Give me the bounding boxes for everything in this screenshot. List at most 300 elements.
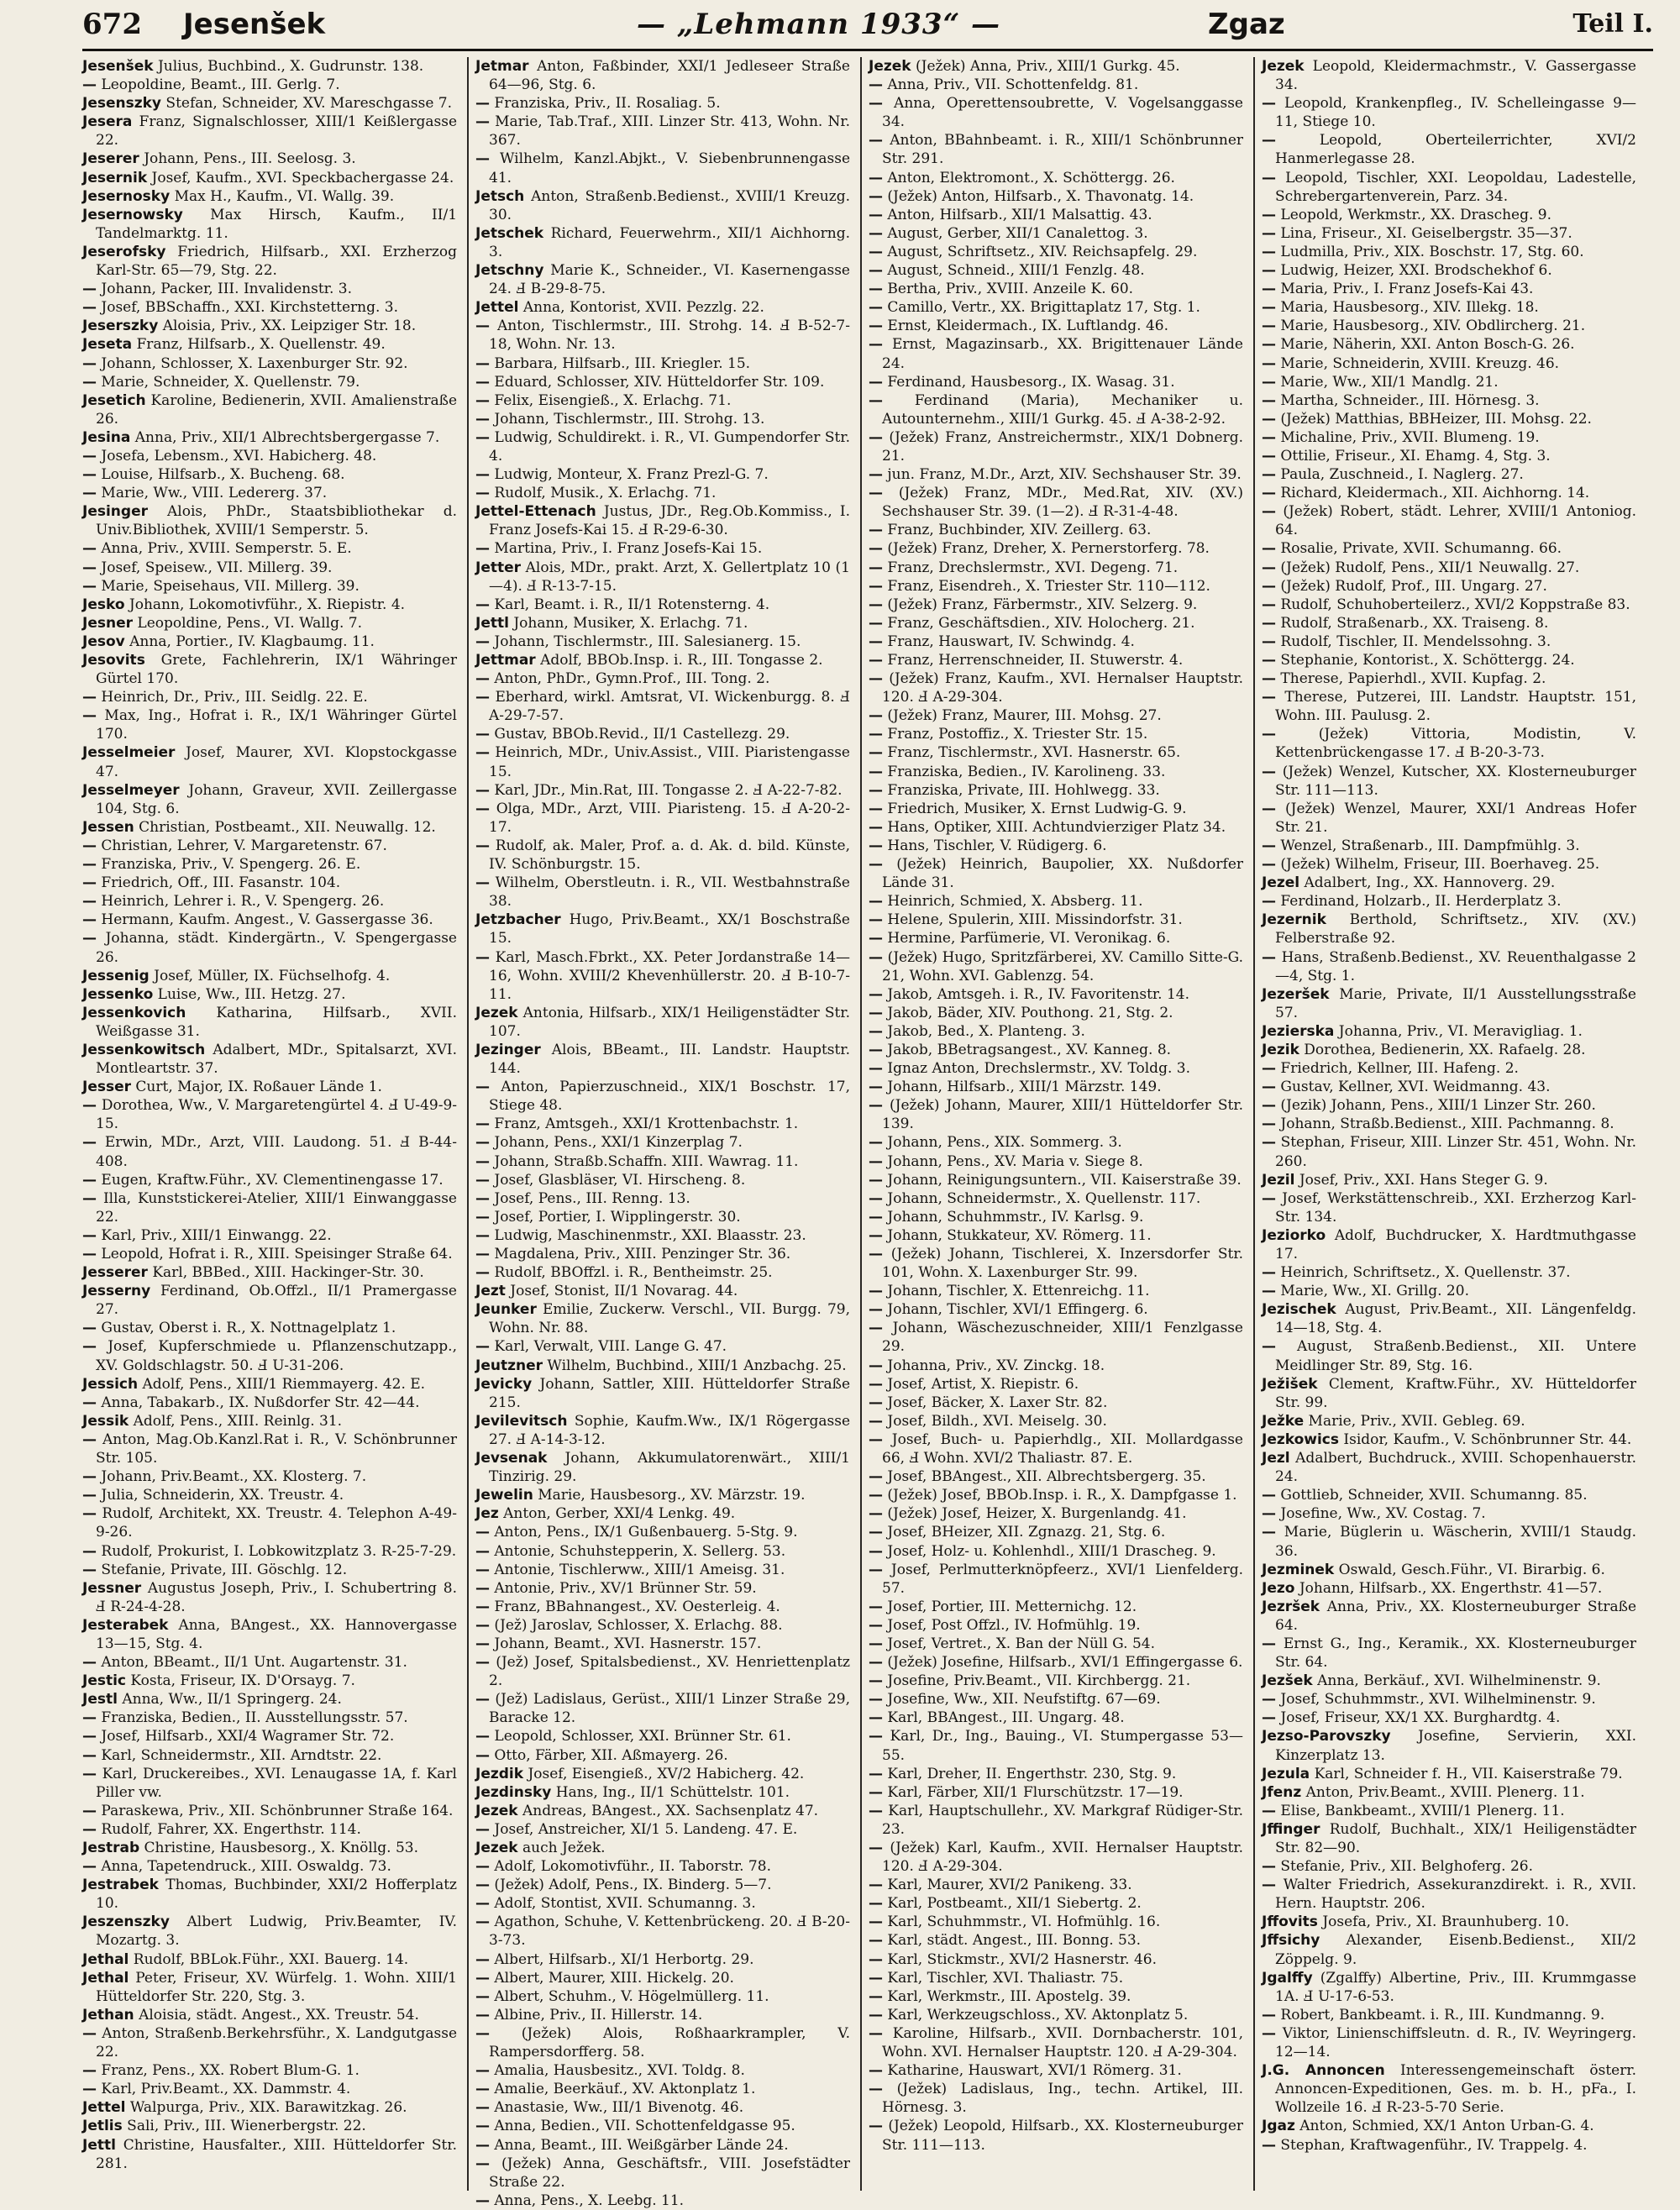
directory-entry [869,1078,1243,1096]
directory-entry [869,1969,1243,1987]
entry-surname: — [475,318,490,335]
directory-entry [1262,651,1636,669]
entry-surname: — [869,522,883,539]
entry-surname: — [869,1152,883,1170]
directory-entry [475,317,850,354]
entry-surname: Jethal [82,1969,129,1987]
entry-details: Anastasie, Ww., III/1 Bivenotg. 46. [494,2099,744,2117]
directory-entry [869,1894,1243,1913]
entry-surname: — [869,1691,883,1709]
directory-entry [82,187,457,206]
entry-details: Karl, Werkzeugschloss., XV. Aktonplatz 5. [887,2006,1189,2024]
entry-details: Hugo, Priv.Beamt., XX/1 Boschstraße 15. [489,911,850,948]
directory-entry [869,1245,1243,1282]
entry-surname: — [869,336,883,354]
entry-surname: — [475,95,490,113]
directory-entry [475,633,850,651]
entry-details: Anna, Ww., II/1 Springerg. 24. [122,1691,342,1709]
entry-details: Johanna, Priv., VI. Meravigliag. 1. [1338,1022,1583,1040]
entry-surname: — [475,150,490,168]
directory-entry [869,2061,1243,2080]
entry-surname: — [82,1765,97,1782]
entry-surname: — [1262,281,1276,298]
entry-details: Adolf, Buchdrucker, X. Hardtmuthgasse 17. [1275,1226,1636,1262]
entry-surname: — [1262,1524,1276,1541]
entry-details: Stefan, Schneider, XV. Mareschgasse 7. [165,95,453,113]
directory-entry [869,131,1243,168]
entry-surname: — [475,1950,490,1968]
entry-surname: Jessik [82,1412,129,1430]
directory-entry [82,1486,457,1504]
directory-entry [869,948,1243,985]
entry-details: Marie, Hausbesorg., XIV. Obdlircherg. 21. [1280,318,1586,335]
entry-surname: — [82,281,97,298]
directory-entry [475,428,850,465]
entry-surname: — [475,2062,490,2080]
entry-surname: — [1262,689,1276,706]
directory-entry [1262,1078,1636,1096]
entry-surname: — [869,1561,883,1578]
directory-entry [869,1987,1243,2006]
directory-entry [869,1542,1243,1561]
entry-surname: — [82,354,97,372]
directory-entry [82,2117,457,2135]
entry-surname: Jesselmeyer [82,781,180,799]
directory-entry [1262,484,1636,502]
entry-surname: — [82,2024,97,2042]
directory-entry [475,800,850,837]
column-divider [1253,57,1255,2191]
entry-details: Anna, Priv., XX. Klosterneuburger Straße 64. [1275,1598,1637,1634]
directory-entry [1262,855,1636,874]
entry-surname: — [1262,1691,1276,1709]
header-left-word: Jesenšek [183,8,326,41]
entry-details: Karl, Masch.Fbrkt., XX. Peter Jordanstraße 14—16, Wohn. XVIII/2 Khevenhüllerstr. 20. Ⅎ B-10-7-11. [489,948,851,1003]
entry-surname: Jeserer [82,150,139,168]
directory-entry [82,428,457,447]
entry-details: Friedrich, Musiker, X. Ernst Ludwig-G. 9. [887,800,1187,817]
entry-surname: — [475,1895,490,1913]
entry-surname: Jesko [82,596,125,613]
entry-details: Anna, Portier., IV. Klagbaumg. 11. [129,633,375,650]
entry-details: Gottlieb, Schneider, XVII. Schumanng. 85. [1280,1487,1588,1504]
entry-surname: — [475,1338,490,1356]
directory-entry [475,948,850,1004]
directory-entry [869,1672,1243,1690]
directory-entry [1262,1430,1636,1449]
entry-surname: — [82,559,97,576]
entry-details: Marie, Schneider, X. Quellenstr. 79. [101,373,360,391]
entry-surname: — [475,1189,490,1207]
entry-surname: Jestrab [82,1840,140,1856]
entry-surname: — [475,1542,490,1560]
entry-surname: — [475,1246,490,1262]
directory-entry [869,818,1243,837]
entry-surname: — [1262,318,1276,335]
entry-surname: — [475,1524,490,1541]
entry-surname: Jethan [82,2006,134,2024]
entry-details: Hermann, Kaufm. Angest., V. Gassergasse 36. [101,911,433,929]
entry-details: (Ježek) Leopold, Hilfsarb., XX. Klosterneuburger Str. 111—113. [882,2118,1244,2154]
entry-details: Walter Friedrich, Assekuranzdirekt. i. R., XVII. Hern. Hauptstr. 206. [1275,1877,1636,1913]
entry-surname: — [475,726,490,743]
directory-entry [82,280,457,298]
entry-surname: — [869,1301,883,1319]
entry-details: Luise, Ww., III. Hetzg. 27. [157,985,346,1003]
entry-details: Anton, Papierzuschneid., XIX/1 Boschstr. 17, Stiege 48. [489,1079,850,1115]
directory-entry [869,317,1243,335]
entry-surname: — [475,2006,490,2024]
directory-entry [869,1282,1243,1300]
directory-entry [1262,280,1636,298]
entry-surname: — [475,428,490,446]
directory-entry [82,1467,457,1486]
entry-surname: — [82,1134,97,1152]
entry-surname: — [1262,1189,1276,1207]
directory-entry [869,1523,1243,1541]
directory-entry [869,1561,1243,1598]
entry-details: Leopold, Werkmstr., XX. Drascheg. 9. [1280,206,1552,223]
directory-entry [1262,261,1636,280]
entry-surname: — [82,466,97,484]
directory-entry [869,1931,1243,1950]
entry-details: Agathon, Schuhe, V. Kettenbrückeng. 20. Ⅎ B-20-3-73. [489,1913,850,1950]
entry-surname: Jessenko [82,985,154,1003]
entry-surname: Jezula [1262,1765,1310,1782]
directory-entry [1262,298,1636,317]
entry-surname: — [869,391,883,409]
directory-entry [475,1876,850,1894]
entry-surname: — [869,1524,883,1541]
directory-entry [82,335,457,354]
directory-entry [1262,2061,1636,2117]
directory-entry [1262,948,1636,985]
entry-surname: — [1262,1487,1276,1504]
entry-surname: — [869,2024,883,2042]
entry-details: (Ježek) Karl, Kaufm., XVII. Hernalser Hauptstr. 120. Ⅎ A-29-304. [882,1840,1243,1876]
entry-details: Hans, Ing., II/1 Schüttelstr. 101. [555,1783,790,1801]
directory-entry [475,651,850,669]
entry-details: Franz, Tischlermstr., XVI. Hasnerstr. 65. [887,744,1181,762]
entry-surname: Jesovits [82,652,145,669]
directory-entry [475,1802,850,1820]
directory-entry [475,2117,850,2135]
entry-details: Hans, Tischler, V. Rüdigerg. 6. [887,837,1107,854]
directory-entry [869,743,1243,762]
directory-entry [475,1820,850,1839]
directory-entry [82,317,457,335]
entry-surname: — [82,689,97,706]
entry-details: Karl, Verwalt, VIII. Lange G. 47. [494,1338,727,1356]
entry-details: Oswald, Gesch.Führ., VI. Birarbig. 6. [1338,1561,1605,1578]
directory-entry [1262,1449,1636,1486]
entry-surname: — [869,1097,883,1115]
entry-surname: — [475,1561,490,1578]
entry-surname: — [869,1987,883,2005]
directory-entry [82,539,457,558]
directory-entry [475,1542,850,1561]
entry-surname: — [82,707,97,725]
entry-details: Elise, Bankbeamt., XVIII/1 Plenerg. 11. [1280,1802,1565,1819]
entry-details: Ludwig, Schuldirekt. i. R., VI. Gumpendorfer Str. 4. [489,428,850,465]
directory-entry [82,150,457,168]
directory-entry [869,1208,1243,1226]
entry-details: (Ježek) Anton, Hilfsarb., X. Thavonatg. 14. [887,187,1194,205]
directory-entry [869,521,1243,539]
directory-entry [82,1096,457,1133]
directory-entry [869,1189,1243,1208]
entry-surname: — [1262,596,1276,613]
directory-entry [82,1839,457,1857]
directory-entry [475,1189,850,1208]
entry-details: Anton, Pens., IX/1 Gußenbauerg. 5-Stg. 9. [494,1524,798,1541]
entry-details: Josef, Holz- u. Kohlenhdl., XIII/1 Drascheg. 9. [887,1542,1216,1560]
entry-details: Grete, Fachlehrerin, IX/1 Währinger Gürtel 170. [96,652,457,688]
entry-details: Josef, Glasbläser, VI. Hirscheng. 8. [494,1171,746,1189]
entry-surname: — [475,1226,490,1244]
entry-surname: — [475,800,490,817]
directory-entry [1262,1690,1636,1709]
directory-entry [82,781,457,818]
directory-entry [475,484,850,502]
directory-entry [82,1709,457,1727]
entry-surname: — [869,2006,883,2024]
entry-details: Isidor, Kaufm., V. Schönbrunner Str. 44. [1343,1430,1632,1448]
entry-surname: Jezel [1262,874,1300,892]
entry-surname: — [475,744,490,762]
entry-details: Josef, Hilfsarb., XXI/4 Wagramer Str. 72. [101,1728,395,1745]
directory-entry [869,94,1243,131]
entry-details: (Ježek) Franz, Färbermstr., XIV. Selzerg. 9. [887,596,1198,613]
directory-entry [869,57,1243,76]
directory-entry [1262,1765,1636,1783]
entry-surname: — [869,856,883,874]
entry-surname: — [869,206,883,223]
entry-surname: — [475,1913,490,1931]
entry-surname: Jezek [475,1840,518,1856]
entry-surname: — [869,1487,883,1504]
entry-details: Ludwig, Maschinenmstr., XXI. Blaasstr. 23. [494,1226,806,1244]
directory-entry [869,1375,1243,1394]
directory-entry [869,1635,1243,1653]
header-rule [82,49,1653,51]
entry-surname: — [82,1505,97,1523]
entry-surname: — [869,652,883,669]
directory-entry [82,2006,457,2024]
directory-entry [869,280,1243,298]
directory-entry [1262,1969,1636,2006]
entry-details: Viktor, Linienschiffsleutn. d. R., IV. Weyringerg. 12—14. [1275,2024,1637,2061]
directory-entry [475,725,850,743]
directory-entry [869,1004,1243,1022]
entry-details: Therese, Papierhdl., XVII. Kupfag. 2. [1280,670,1546,688]
header-title: — „Lehmann 1933“ — [637,8,1000,41]
entry-surname: — [869,837,883,854]
directory-entry [1262,874,1636,892]
entry-surname: Jezl [1262,1450,1290,1467]
entry-details: Karl, Priv.Beamt., XX. Dammstr. 4. [101,2081,351,2098]
entry-surname: — [475,2136,490,2154]
entry-details: Johann, Stukkateur, XV. Römerg. 11. [887,1226,1152,1244]
entry-surname: — [869,224,883,242]
entry-surname: — [475,1208,490,1226]
entry-surname: — [869,911,883,929]
directory-entry [1262,1486,1636,1504]
directory-entry [475,1412,850,1449]
entry-details: Johann, Straßb.Bedienst., XIII. Pachmanng. 8. [1280,1115,1614,1133]
entry-surname: Jeserszky [82,318,159,335]
entry-surname: — [82,373,97,391]
entry-surname: Jestic [82,1672,127,1690]
entry-surname: — [475,1654,490,1672]
directory-entry [82,1727,457,1745]
entry-surname: — [1262,447,1276,465]
directory-entry [869,1133,1243,1152]
entry-details: Johann, Hilfsarb., XX. Engerthstr. 41—57. [1299,1579,1603,1597]
entry-surname: — [82,1561,97,1578]
entry-surname: Jesernik [82,169,148,186]
entry-surname: — [869,800,883,817]
entry-details: Rudolf, ak. Maler, Prof. a. d. Ak. d. bild. Künste, IV. Schönburgstr. 15. [489,837,851,874]
entry-surname: — [1262,1115,1276,1133]
entry-surname: — [869,466,883,484]
entry-details: Johann, Pens., III. Seelosg. 3. [144,150,356,168]
directory-entry [1262,354,1636,373]
entry-details: Rosalie, Private, XVII. Schumanng. 66. [1280,540,1562,558]
directory-entry [82,577,457,596]
entry-details: Justus, JDr., Reg.Ob.Kommiss., I. Franz Josefs-Kai 15. Ⅎ R-29-6-30. [489,503,850,539]
entry-details: Karl, Druckereibes., XVI. Lenaugasse 1A, f. Karl Piller vw. [96,1765,457,1801]
entry-details: Ernst G., Ing., Keramik., XX. Klosterneuburger Str. 64. [1275,1635,1637,1672]
directory-entry [1262,1226,1636,1263]
entry-details: Eduard, Schlosser, XIV. Hütteldorfer Str. 109. [494,373,825,391]
entry-details: Karl, Dreher, II. Engerthstr. 230, Stg. 9. [887,1765,1177,1782]
entry-details: Franz, Hilfsarb., X. Quellenstr. 49. [136,336,386,354]
entry-surname: — [475,113,490,131]
entry-details: Johann, Schlosser, X. Laxenburger Str. 92. [101,354,408,372]
directory-entry [82,1876,457,1913]
entry-surname: — [82,1246,97,1262]
directory-entry [869,669,1243,706]
entry-details: Adolf, Stontist, XVII. Schumanng. 3. [494,1895,756,1913]
entry-details: Anna, Operettensoubrette, V. Vogelsanggasse 34. [882,95,1243,131]
directory-entry [869,781,1243,800]
entry-details: Leopold, Hofrat i. R., XIII. Speisinger Straße 64. [101,1246,453,1262]
entry-surname: — [475,410,490,428]
entry-surname: Jeutzner [475,1357,543,1374]
entry-details: Richard, Kleidermach., XII. Aichhorng. 14. [1280,485,1590,502]
entry-surname: — [82,930,97,948]
column-divider [467,57,469,2191]
entry-details: Marie K., Schneider., VI. Kasernengasse 24. Ⅎ B-29-8-75. [489,262,850,298]
entry-details: Johann, Reinigungsuntern., VII. Kaiserstraße 39. [887,1171,1242,1189]
entry-surname: — [1262,652,1276,669]
entry-details: Walpurga, Priv., XIX. Barawitzkag. 26. [129,2099,407,2117]
entry-surname: — [82,911,97,929]
directory-entry [869,1783,1243,1802]
directory-entry [475,1041,850,1078]
entry-details: Rudolf, BBOffzl. i. R., Bentheimstr. 25. [494,1264,773,1282]
entry-details: Josef, Müller, IX. Füchselhofg. 4. [154,967,391,984]
entry-details: Max Hirsch, Kaufm., II/1 Tandelmarktg. 11. [96,206,458,242]
entry-details: Adolf, Pens., XIII/1 Riemmayerg. 42. E. [142,1375,426,1393]
directory-entry [82,985,457,1004]
entry-details: Josef, Anstreicher, XI/1 5. Landeng. 47. E. [494,1820,798,1838]
entry-details: Ferdinand, Holzarb., II. Herderplatz 3. [1280,893,1562,911]
entry-details: (Ježek) Franz, Anstreichermstr., XIX/1 Dobnerg. 21. [882,428,1243,465]
entry-surname: — [82,1338,97,1356]
entry-details: Karl, Tischler, XVI. Thaliastr. 75. [887,1969,1124,1987]
entry-surname: — [869,1542,883,1560]
entry-surname: Jgalffy [1262,1969,1313,1987]
entry-surname: Jezso-Parovszky [1262,1728,1391,1745]
entry-details: Marie, Ww., VIII. Ledererg. 37. [101,485,328,502]
entry-surname: Jessenkovich [82,1004,186,1021]
entry-details: Heinrich, Dr., Priv., III. Seidlg. 22. E. [101,689,368,706]
directory-entry [475,669,850,688]
directory-entry [82,892,457,911]
entry-surname: — [475,2192,490,2209]
entry-details: Albert, Hilfsarb., XI/1 Herbortg. 29. [494,1950,754,1968]
entry-details: Johann, Pens., XIX. Sommerg. 3. [887,1134,1122,1152]
entry-surname: Jessich [82,1375,139,1393]
directory-entry [869,261,1243,280]
directory-entry [869,1486,1243,1504]
entry-surname: — [869,281,883,298]
entry-details: Emilie, Zuckerw. Verschl., VII. Burgg. 79, Wohn. Nr. 88. [489,1301,850,1337]
entry-surname: — [869,614,883,632]
directory-entry [869,2080,1243,2117]
entry-details: Franziska, Priv., II. Rosaliag. 5. [494,95,721,113]
entry-surname: — [82,1858,97,1876]
entry-details: Jakob, Bed., X. Planteng. 3. [887,1022,1085,1040]
directory-entry [82,1504,457,1541]
entry-details: Christine, Hausbesorg., X. Knöllg. 53. [144,1840,419,1856]
entry-surname: Jezt [475,1283,506,1300]
entry-details: Antonia, Hilfsarb., XIX/1 Heiligenstädter Str. 107. [489,1004,850,1040]
entry-surname: — [82,893,97,911]
entry-surname: Jevicky [475,1375,533,1393]
entry-details: Johann, Straßb.Schaffn. XIII. Wawrag. 11. [494,1152,799,1170]
entry-surname: — [82,1802,97,1819]
directory-entry [1262,800,1636,837]
entry-surname: — [1262,577,1276,595]
entry-details: Ferdinand (Maria), Mechaniker u. Autounternehm., XIII/1 Gurkg. 45. Ⅎ A-38-2-92. [882,391,1243,428]
directory-entry [82,94,457,113]
directory-entry [82,1189,457,1226]
directory-entry [869,2006,1243,2024]
directory-entry [1262,2024,1636,2061]
directory-entry [869,224,1243,243]
entry-surname: — [475,670,490,688]
directory-entry [82,1616,457,1653]
directory-entry [1262,1561,1636,1579]
entry-details: Leopold, Oberteilerrichter, XVI/2 Hanmerlegasse 28. [1275,132,1636,168]
entry-details: Ferdinand, Ob.Offzl., II/1 Pramergasse 27. [96,1283,457,1319]
entry-surname: Jezek [475,1004,518,1021]
entry-surname: — [869,948,883,966]
directory-entry [475,743,850,780]
entry-surname: — [1262,1283,1276,1300]
directory-entry [869,428,1243,465]
entry-details: Christian, Lehrer, V. Margaretenstr. 67. [101,837,387,854]
directory-entry [869,2117,1243,2154]
entry-details: Marie, Schneiderin, XVIII. Kreuzg. 46. [1280,354,1560,372]
entry-details: (Ježek) Rudolf, Pens., XII/1 Neuwallg. 27. [1280,559,1580,576]
entry-surname: — [82,1728,97,1745]
entry-details: Julia, Schneiderin, XX. Treustr. 4. [101,1487,344,1504]
entry-surname: Jffinger [1262,1820,1320,1838]
